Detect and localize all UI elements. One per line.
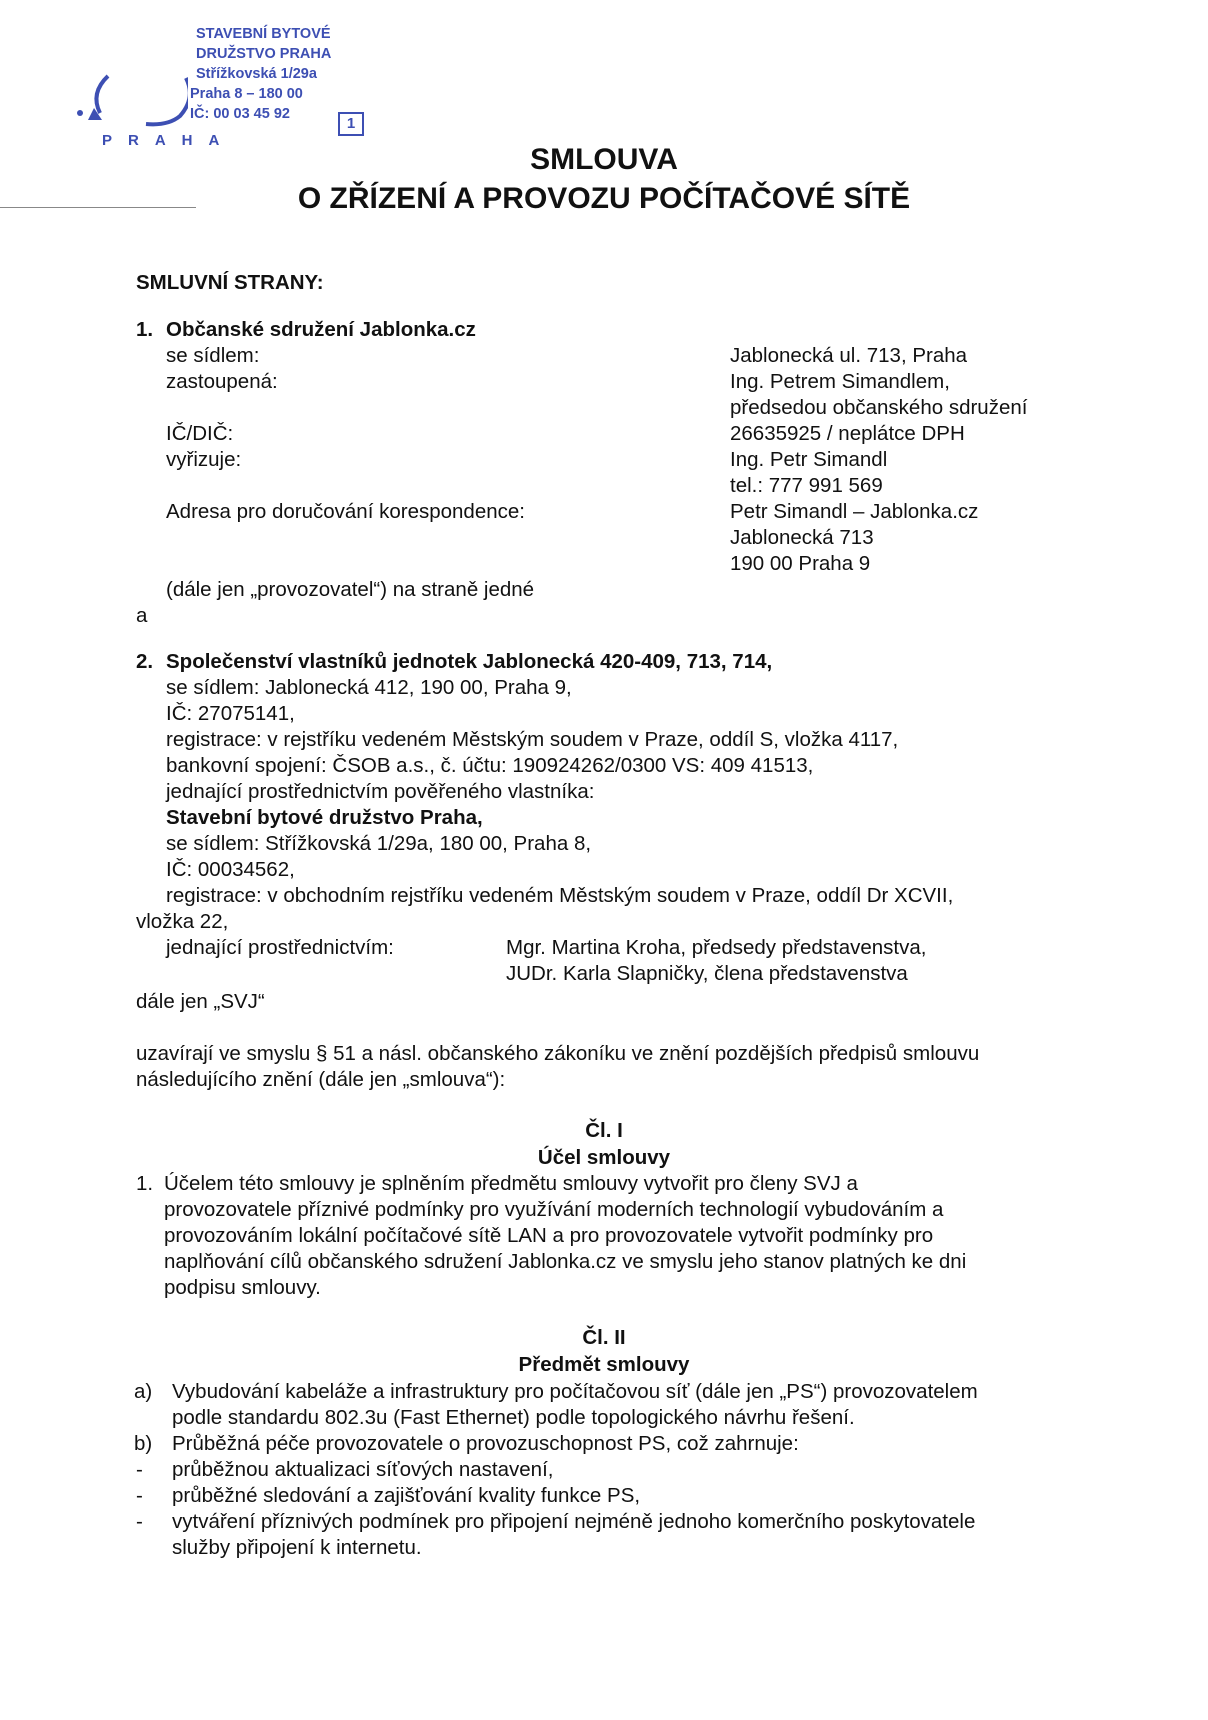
party1-address-label: Adresa pro doručování korespondence:: [166, 500, 525, 523]
article1-line: naplňování cílů občanského sdružení Jablonka.cz ve smyslu jeho stanov platných ke dni: [164, 1250, 967, 1273]
article1-line: Účelem této smlouvy je splněním předmětu smlouvy vytvořit pro členy SVJ a: [164, 1172, 858, 1195]
bullet-item: průběžnou aktualizaci síťových nastavení,: [172, 1458, 554, 1481]
intro-line: uzavírají ve smyslu § 51 a násl. občanského zákoníku ve znění pozdějších předpisů smlouvu: [136, 1042, 980, 1065]
party2-role: dále jen „SVJ“: [136, 990, 265, 1013]
party2-name: Společenství vlastníků jednotek Jablonecká 420-409, 713, 714,: [166, 650, 773, 673]
coop-line: IČ: 00034562,: [166, 858, 295, 881]
intro-line: následujícího znění (dále jen „smlouva“):: [136, 1068, 506, 1091]
party2-line: registrace: v rejstříku vedeném Městským soudem v Praze, oddíl S, vložka 4117,: [166, 728, 899, 751]
party1-represented-value: předsedou občanského sdružení: [730, 396, 1028, 419]
coop-name: Stavební bytové družstvo Praha,: [166, 806, 483, 829]
stamp-text: [190, 24, 331, 124]
document-title: SMLOUVA: [530, 143, 678, 176]
party1-ico-value: 26635925 / neplátce DPH: [730, 422, 965, 445]
document-subtitle: O ZŘÍZENÍ A PROVOZU POČÍTAČOVÉ SÍTĚ: [297, 182, 911, 215]
parties-heading: SMLUVNÍ STRANY:: [136, 271, 324, 294]
article1-item-number: 1.: [136, 1172, 154, 1195]
party1-handles-label: vyřizuje:: [166, 448, 242, 471]
stamp-line: Praha 8 – 180 00: [190, 86, 303, 102]
party2-line: IČ: 27075141,: [166, 702, 295, 725]
acting-person: Mgr. Martina Kroha, předsedy představenstva,: [506, 936, 927, 959]
party1-name: Občanské sdružení Jablonka.cz: [166, 318, 476, 341]
party1-seat-label: se sídlem:: [166, 344, 260, 367]
bullet-dash: -: [136, 1510, 143, 1533]
party1-ico-label: IČ/DIČ:: [166, 422, 234, 445]
party1-seat-value: Jablonecká ul. 713, Praha: [730, 344, 968, 367]
bullet-item: vytváření příznivých podmínek pro připojení nejméně jednoho komerčního poskytovatele: [172, 1510, 976, 1533]
article1-heading: Účel smlouvy: [537, 1146, 671, 1169]
and-word: a: [136, 604, 148, 627]
article2-item-b: Průběžná péče provozovatele o provozuschopnost PS, což zahrnuje:: [172, 1432, 799, 1455]
stamp-box: 1: [338, 112, 364, 136]
party2-number: 2.: [136, 650, 154, 673]
party2-line: bankovní spojení: ČSOB a.s., č. účtu: 190924262/0300 VS: 409 41513,: [166, 754, 814, 777]
party1-handles-value: Ing. Petr Simandl: [730, 448, 888, 471]
party1-represented-label: zastoupená:: [166, 370, 278, 393]
bullet-item: průběžné sledování a zajišťování kvality funkce PS,: [172, 1484, 641, 1507]
stamp-line: Střížkovská 1/29a: [196, 66, 317, 82]
party1-number: 1.: [136, 318, 154, 341]
party1-phone-value: tel.: 777 991 569: [730, 474, 883, 497]
coop-insert: vložka 22,: [136, 910, 229, 933]
cooperative-stamp: [40, 20, 380, 149]
bullet-dash: -: [136, 1458, 143, 1481]
stamp-line: DRUŽSTVO PRAHA: [196, 46, 332, 62]
stamp-line: IČ: 00 03 45 92: [190, 106, 290, 122]
article2-item-a: Vybudování kabeláže a infrastruktury pro počítačovou síť (dále jen „PS“) provozovatelem: [172, 1380, 978, 1403]
bullet-dash: -: [136, 1484, 143, 1507]
coop-line: registrace: v obchodním rejstříku vedeném Městským soudem v Praze, oddíl Dr XCVII,: [166, 884, 954, 907]
article2-item-a: podle standardu 802.3u (Fast Ethernet) podle topologického návrhu řešení.: [172, 1406, 855, 1429]
article1-line: provozovatele příznivé podmínky pro využívání moderních technologií vybudováním a: [164, 1198, 944, 1221]
party1-address-value: Jablonecká 713: [730, 526, 874, 549]
article2-item-b-mark: b): [134, 1432, 153, 1455]
article1-line: podpisu smlouvy.: [164, 1276, 321, 1299]
party1-represented-value: Ing. Petrem Simandlem,: [730, 370, 950, 393]
party1-address-value: 190 00 Praha 9: [730, 552, 871, 575]
article2-heading: Předmět smlouvy: [518, 1353, 690, 1376]
party1-role: (dále jen „provozovatel“) na straně jedné: [166, 578, 535, 601]
stamp-logo-icon: [68, 68, 188, 138]
coop-line: se sídlem: Střížkovská 1/29a, 180 00, Praha 8,: [166, 832, 592, 855]
acting-person: JUDr. Karla Slapničky, člena představenstva: [506, 962, 908, 985]
article1-number: Čl. I: [585, 1119, 623, 1142]
party2-line: se sídlem: Jablonecká 412, 190 00, Praha 9,: [166, 676, 572, 699]
article1-line: provozováním lokální počítačové sítě LAN a pro provozovatele vytvořit podmínky pro: [164, 1224, 934, 1247]
article2-item-a-mark: a): [134, 1380, 153, 1403]
article2-number: Čl. II: [582, 1326, 626, 1349]
party1-address-value: Petr Simandl – Jablonka.cz: [730, 500, 979, 523]
stamp-logo-word: PRAHA: [102, 132, 236, 149]
bullet-item-continuation: služby připojení k internetu.: [172, 1536, 422, 1559]
stamp-line: STAVEBNÍ BYTOVÉ: [196, 26, 331, 42]
party2-line: jednající prostřednictvím pověřeného vlastníka:: [166, 780, 595, 803]
acting-label: jednající prostřednictvím:: [166, 936, 394, 959]
